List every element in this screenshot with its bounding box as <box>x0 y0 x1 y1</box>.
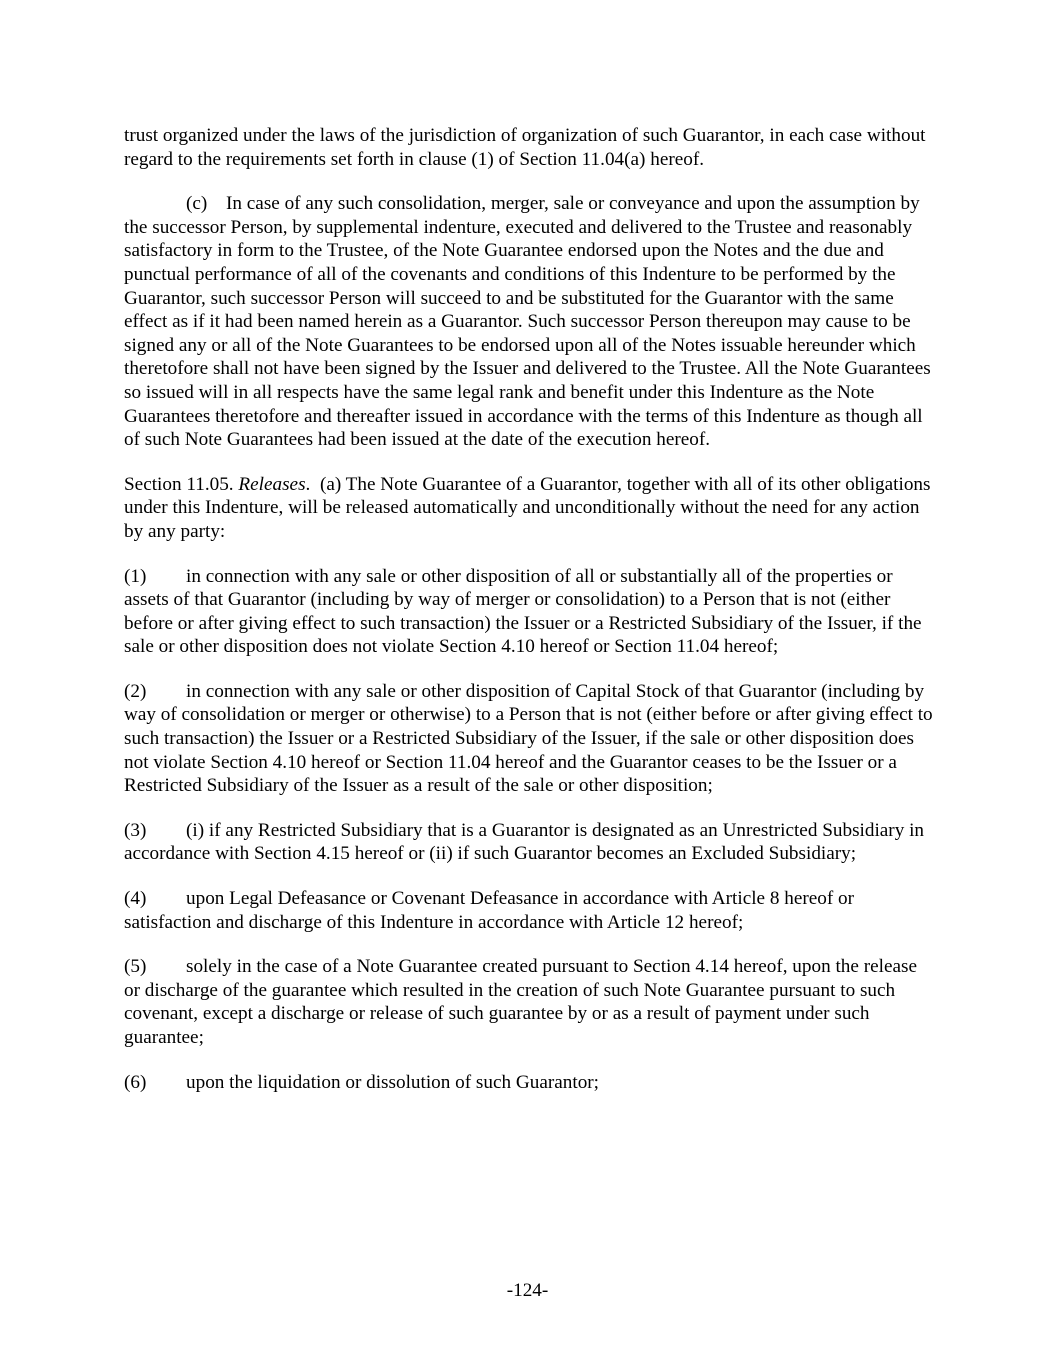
section-text: (a) The Note Guarantee of a Guarantor, together with all of its other obligations under this Indenture, will be released automatically and unconditionally without the need for any action by any party: <box>124 473 931 542</box>
list-item-marker: (3) <box>124 819 147 841</box>
list-item-marker: (6) <box>124 1071 147 1093</box>
paragraph-c-marker: (c) <box>186 193 208 215</box>
list-item-text: solely in the case of a Note Guarantee created pursuant to Section 4.14 hereof, upon the release or discharge of the guarantee which resulted in the creation of such Note Guarantee pursuant to such covenant, except a discharge or release of such guarantee by or as a result of payment under such guarantee; <box>124 956 917 1048</box>
list-item <box>124 955 934 1049</box>
document-body <box>124 124 934 1115</box>
list-item <box>124 887 934 934</box>
list-item-marker: (5) <box>124 956 147 978</box>
page-number: -124- <box>506 1280 549 1301</box>
section-number: Section 11.05. <box>124 473 234 495</box>
section-heading: Releases <box>238 473 306 495</box>
list-item-text: in connection with any sale or other disposition of Capital Stock of that Guarantor (including by way of consolidation or merger or otherwise) to a Person that is not (either before or after giving effect to such transaction) the Issuer or a Restricted Subsidiary of the Issuer, if the sale or other disposition does not violate Section 4.10 hereof or Section 11.04 hereof and the Guarantor ceases to be the Issuer or a Restricted Subsidiary of the Issuer as a result of the sale or other disposition; <box>124 680 933 797</box>
list-item-marker: (4) <box>124 888 147 910</box>
list-item-text: (i) if any Restricted Subsidiary that is a Guarantor is designated as an Unrestricted Subsidiary in accordance with Section 4.15 hereof or (ii) if such Guarantor becomes an Excluded Subsidiary; <box>124 819 925 865</box>
list-item <box>124 819 934 866</box>
paragraph-c-text: In case of any such consolidation, merger, sale or conveyance and upon the assumption by the successor Person, by supplemental indenture, executed and delivered to the Trustee and reasonably satisfactory in form to the Trustee, of the Note Guarantee endorsed upon the Notes and the due and punctual performance of all of the covenants and conditions of this Indenture to be performed by the Guarantor, such successor Person will succeed to and be substituted for the Guarantor with the same effect as if it had been named herein as a Guarantor. Such successor Person thereupon may cause to be signed any or all of the Note Guarantees to be endorsed upon all of the Notes issuable hereunder which theretofore shall not have been signed by the Issuer and delivered to the Trustee. All the Note Guarantees so issued will in all respects have the same legal rank and benefit under this Indenture as the Note Guarantees theretofore and thereafter issued in accordance with the terms of this Indenture as though all of such Note Guarantees had been issued at the date of the execution hereof. <box>124 193 931 451</box>
paragraph-c <box>124 192 934 452</box>
list-item-text: upon Legal Defeasance or Covenant Defeasance in accordance with Article 8 hereof or satisfaction and discharge of this Indenture in accordance with Article 12 hereof; <box>124 888 855 933</box>
list-item-text: in connection with any sale or other disposition of all or substantially all of the properties or assets of that Guarantor (including by way of merger or consolidation) to a Person that is not (either before or after giving effect to such transaction) the Issuer or a Restricted Subsidiary of the Issuer, if the sale or other disposition does not violate Section 4.10 hereof or Section 11.04 hereof; <box>124 565 922 658</box>
list-item-marker: (2) <box>124 680 147 702</box>
list-item-marker: (1) <box>124 565 147 587</box>
list-item-text: upon the liquidation or dissolution of such Guarantor; <box>186 1071 600 1093</box>
list-item <box>124 565 934 659</box>
list-item <box>124 1071 934 1095</box>
continuation-paragraph: trust organized under the laws of the jurisdiction of organization of such Guarantor, in each case without regard to the requirements set forth in clause (1) of Section 11.04(a) hereof. <box>124 125 926 170</box>
section-11-05-paragraph <box>124 473 934 544</box>
section-heading-period: . <box>305 473 311 495</box>
list-item <box>124 680 934 798</box>
